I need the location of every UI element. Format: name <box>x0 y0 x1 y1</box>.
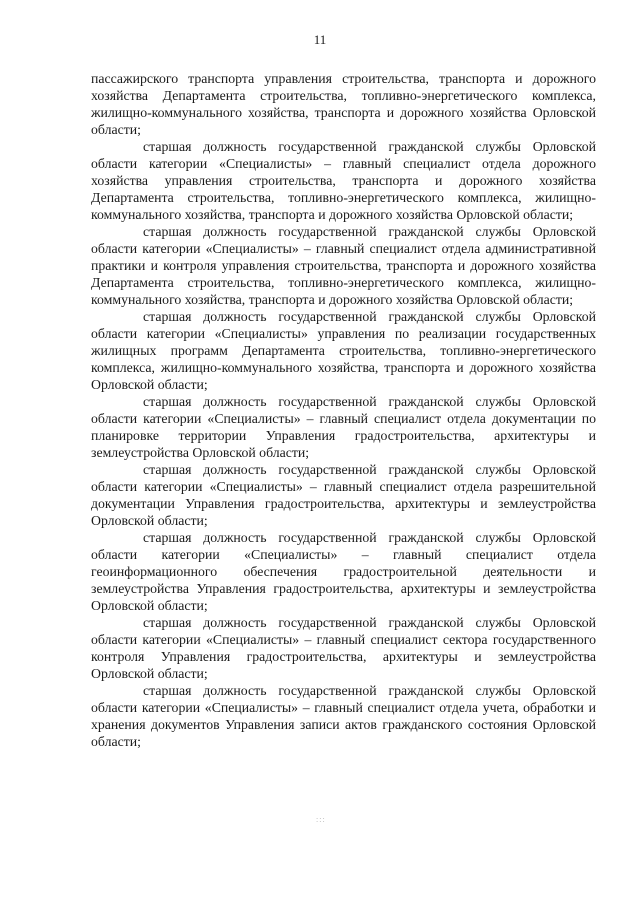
paragraph: старшая должность государственной гражданской службы Орловской области категории «Специалисты» – главный специалист отдела документации по планировке территории Управления градостроительства, архитектуры и землеустройства Орловской области; <box>91 394 596 460</box>
scan-mark: ::: <box>316 815 326 824</box>
paragraph: старшая должность государственной гражданской службы Орловской области категории «Специалисты» – главный специалист отдела разрешительной документации Управления градостроительства, архитектуры и землеустройства Орловской области; <box>91 462 596 528</box>
document-body <box>91 70 596 750</box>
paragraph: старшая должность государственной гражданской службы Орловской области категории «Специалисты» управления по реализации государственных жилищных программ Департамента строительства, топливно-энергетического комплекса, жилищно-коммунального хозяйства, транспорта и дорожного хозяйства Орловской области; <box>91 309 596 392</box>
paragraph: старшая должность государственной гражданской службы Орловской области категории «Специалисты» – главный специалист отдела геоинформационного обеспечения градостроительной деятельности и землеустройства Управления градостроительства, архитектуры и землеустройства Орловской области; <box>91 530 596 613</box>
paragraph: старшая должность государственной гражданской службы Орловской области категории «Специалисты» – главный специалист отдела учета, обработки и хранения документов Управления записи актов гражданского состояния Орловской области; <box>91 683 596 749</box>
page-number: 11 <box>313 32 327 47</box>
paragraph: старшая должность государственной гражданской службы Орловской области категории «Специалисты» – главный специалист сектора государственного контроля Управления градостроительства, архитектуры и землеустройства Орловской области; <box>91 615 596 681</box>
paragraph: старшая должность государственной гражданской службы Орловской области категории «Специалисты» – главный специалист отдела административной практики и контроля управления строительства, транспорта и дорожного хозяйства Департамента строительства, топливно-энергетического комплекса, жилищно-коммунального хозяйства, транспорта и дорожного хозяйства Орловской области; <box>91 224 596 307</box>
paragraph: старшая должность государственной гражданской службы Орловской области категории «Специалисты» – главный специалист отдела дорожного хозяйства управления строительства, транспорта и дорожного хозяйства Департамента строительства, топливно-энергетического комплекса, жилищно-коммунального хозяйства, транспорта и дорожного хозяйства Орловской области; <box>91 139 596 222</box>
paragraph-continuation: пассажирского транспорта управления строительства, транспорта и дорожного хозяйства Департамента строительства, топливно-энергетического комплекса, жилищно-коммунального хозяйства, транспорта и дорожного хозяйства Орловской области; <box>91 71 596 137</box>
